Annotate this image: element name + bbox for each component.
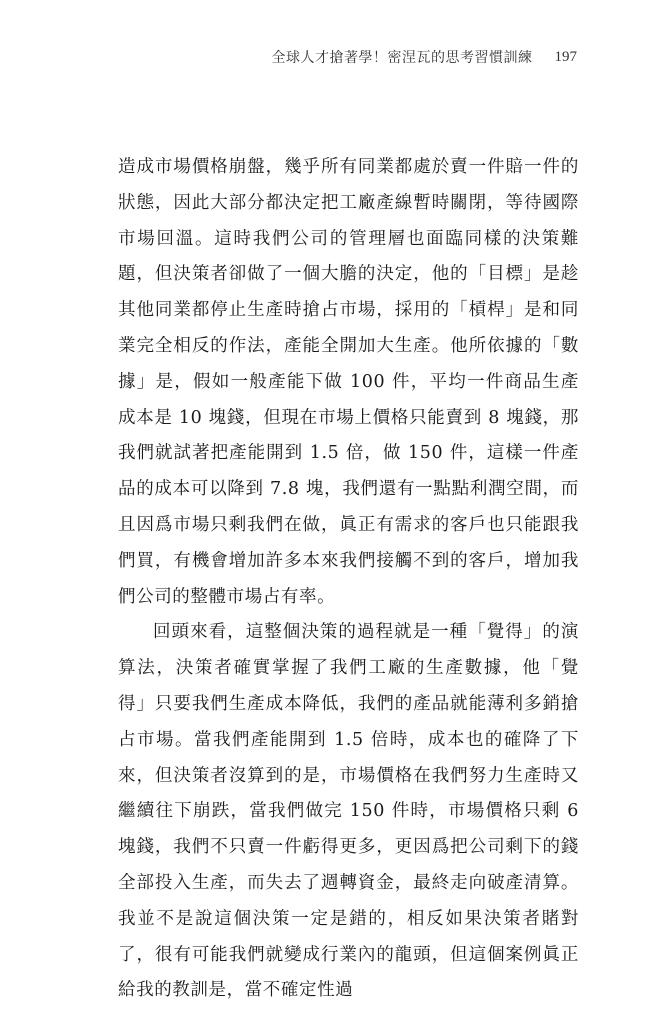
page-number: 197 bbox=[554, 48, 577, 65]
paragraph-retrospective: 回頭來看，這整個決策的過程就是一種「覺得」的演算法，決策者確實掌握了我們工廠的生產數據，他「覺得」只要我們生產成本降低，我們的產品就能薄利多銷搶占市場。當我們產能開到 1.5 倍時，成本也的確降了下來，但決策者沒算到的是，市場價格在我們努力生產時又繼續往下崩跌，當我們做完 150 件時，市場價格只剩 6 塊錢，我們不只賣一件虧得更多，更因爲把公司剩下的錢全部投入生產，而失去了週轉資金，最終走向破產清算。我並不是說這個決策一定是錯的，相反如果決策者賭對了，很有可能我們就變成行業內的龍頭，但這個案例眞正給我的教訓是，當不確定性過 bbox=[118, 622, 579, 1001]
paragraph-continued: 造成市場價格崩盤，幾乎所有同業都處於賣一件賠一件的狀態，因此大部分都決定把工廠產線暫時關閉，等待國際市場回溫。這時我們公司的管理層也面臨同樣的決策難題，但決策者卻做了一個大膽的決定，他的「目標」是趁其他同業都停止生產時搶占市場，採用的「槓桿」是和同業完全相反的作法，產能全開加大生產。他所依據的「數據」是，假如一般產能下做 100 件，平均一件商品生產成本是 10 塊錢，但現在市場上價格只能賣到 8 塊錢，那我們就試著把產能開到 1.5 倍，做 150 件，這樣一件產品的成本可以降到 7.8 塊，我們還有一點點利潤空間，而且因爲市場只剩我們在做，眞正有需求的客戶也只能跟我們買，有機會增加許多本來我們接觸不到的客戶，增加我們公司的整體市場占有率。 bbox=[118, 157, 579, 607]
body-text bbox=[118, 150, 579, 1009]
running-header bbox=[118, 46, 577, 68]
running-title: 全球人才搶著學！密涅瓦的思考習慣訓練 bbox=[271, 50, 533, 66]
